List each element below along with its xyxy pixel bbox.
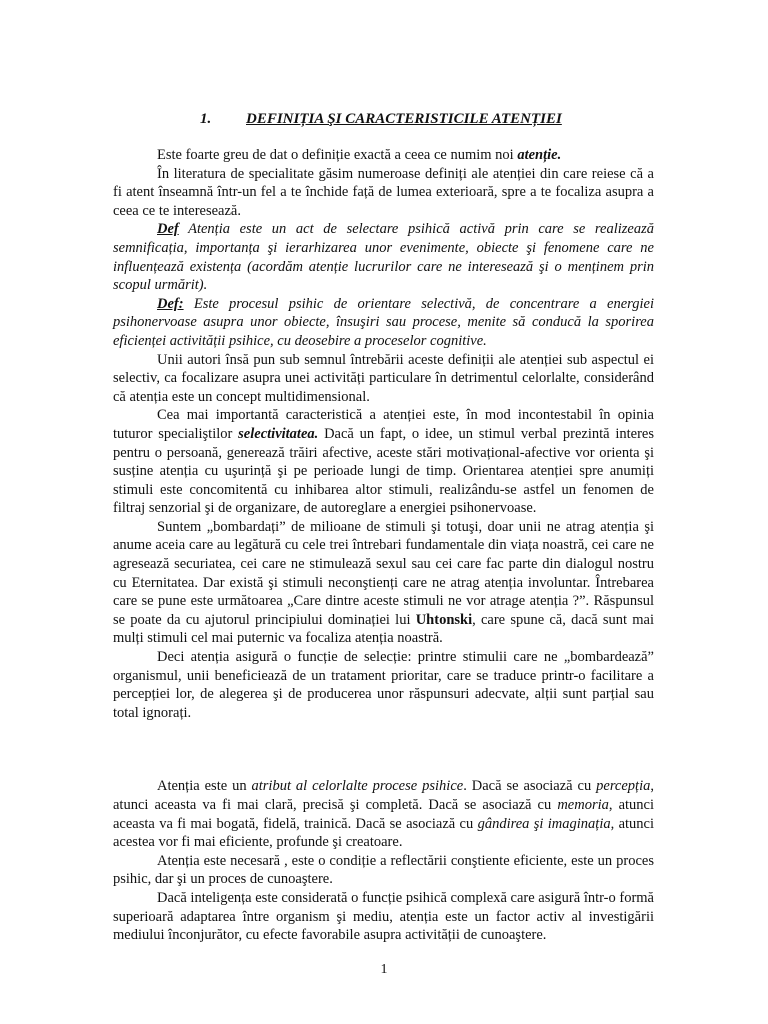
paragraph: Este foarte greu de dat o definiție exactă a ceea ce numim noi atenție. [157,147,562,163]
page-number: 1 [380,962,388,977]
definition-paragraph: Def: Este procesul psihic de orientare selectivă, de concentrare a energiei psihonervoase asupra unor obiecte, însuşiri sau procese, menite să conducă la sporirea eficienței activității psihice, cu deosebire a proceselor cognitive. [113,295,654,349]
section-number: 1. [200,111,212,127]
definition-paragraph: Def Atenția este un act de selectare psihică activă prin care se realizează semnificația, importanța şi ierarhizarea unor evenimente, obiecte şi fenomene care ne influențează existența (acordăm atenție lucrurilor care ne interesează şi o menținem prin scopul urmărit). [113,221,654,294]
paragraph: Suntem „bombardați” de milioane de stimuli şi totuşi, doar unii ne atrag atenția şi anume aceia care au legătură cu cele trei întrebari fundamentale din viața noastră, cei care ne agresează securiatea, cei care ne stimulează sexul sau cei care fac parte din dialogul nostru cu Eternitatea. Dar există şi stimuli neconştienți care ne atrag atenția involuntar. Întrebarea care se pune este următoarea „Care dintre aceste stimuli ne vor atrage atenția ?”. Răspunsul se poate da cu ajutorul principiului dominației lui Uhtonski, care spune că, dacă sunt mai mulți stimuli cel mai puternic va focaliza atenția noastră. [113,518,655,647]
definition-label: Def: [157,295,184,312]
emphasized-name: Uhtonski [415,611,473,628]
paragraph: Atenția este un atribut al celorlalte procese psihice. Dacă se asociază cu percepția, atunci aceasta va fi mai clară, precisă şi completă. Dacă se asociază cu memoria, atunci aceasta va fi mai bogată, fidelă, trainică. Dacă se asociază cu gândirea şi imaginația, atunci acestea vor fi mai eficiente, profunde şi creatoare. [113,778,654,851]
paragraph: Unii autori însă pun sub semnul întrebării aceste definiții ale atenției sub aspectul ei selectiv, ca focalizare asupra unei activități particulare în detrimentul celorlalte, considerând că atenția este un concept multidimensional. [113,351,654,405]
paragraph: Atenția este necesară , este o condiție a reflectării conştiente eficiente, este un proces psihic, dar şi un proces de cunoaştere. [113,852,654,888]
emphasized-term: selectivitatea. [238,425,319,442]
definition-label: Def [157,221,179,238]
paragraph: Deci atenția asigură o funcție de selecție: printre stimulii care ne „bombardează” organismul, unii beneficiează de un tratament prioritar, care se traduce printr-o facilitare a percepției lor, de alegerea şi de producerea unor răspunsuri adecvate, alții sunt parțial sau total ignorați. [113,649,654,721]
document-body [113,146,654,945]
paragraph: În literatura de specialitate găsim numeroase definiți ale atenției din care reiese că a fi atent înseamnă într-un fel a te închide față de lumea exterioară, spre a te focaliza asupra a ceea ce te interesează. [113,165,654,219]
paragraph-gap [113,722,654,777]
emphasized-term: atenție. [517,147,562,163]
section-heading [200,111,562,128]
paragraph: Dacă inteligența este considerată o funcție psihică complexă care asigură într-o formă superioară adaptarea între organism şi mediu, atenția este un factor activ al investigării mediului înconjurător, cu efecte favorabile asupra activității de cunoaştere. [113,889,654,944]
paragraph: Cea mai importantă caracteristică a atenției este, în mod incontestabil în opinia tuturor specialiştilor selectivitatea. Dacă un fapt, o idee, un stimul verbal prezintă interes pentru o persoană, generează trăiri afective, aceste stări motivațional-afective vor orienta şi susține atenția cu uşurință şi pe perioade lungi de timp. Orientarea atenției spre anumiți stimuli este concomitentă cu inhibarea altor stimuli, realizându-se astfel un fenomen de filtraj senzorial şi de organizare, de autoreglare a energiei psihonervoase. [113,407,654,517]
section-title: DEFINIȚIA ŞI CARACTERISTICILE ATENȚIEI [246,111,562,127]
